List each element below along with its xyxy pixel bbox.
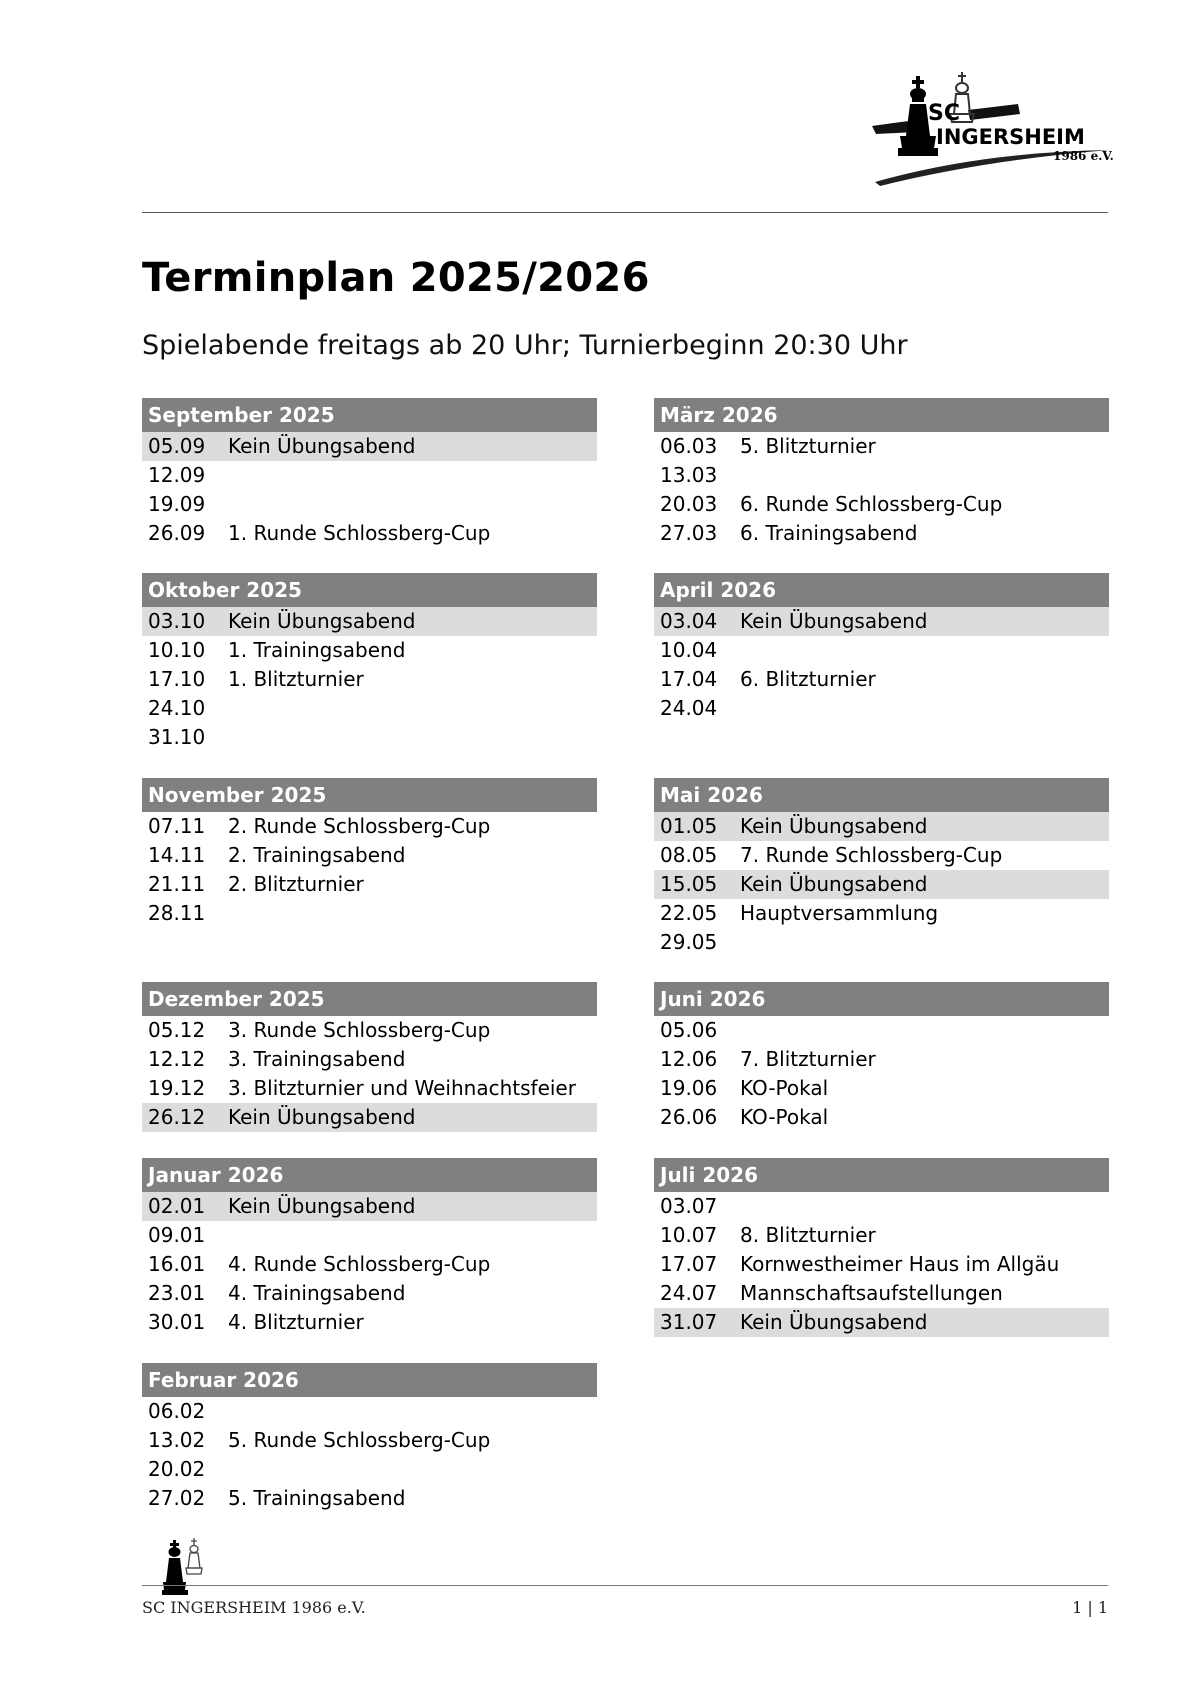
entry-date: 20.02	[148, 1457, 206, 1481]
entry-event: 3. Runde Schlossberg-Cup	[228, 1018, 491, 1042]
entry-event: Kornwestheimer Haus im Allgäu	[740, 1252, 1060, 1276]
entry-date: 31.10	[148, 725, 206, 749]
schedule-row	[142, 665, 597, 694]
entry-event: 5. Trainingsabend	[228, 1486, 406, 1510]
footer-club-name: SC INGERSHEIM 1986 e.V.	[142, 1598, 366, 1617]
entry-date: 24.04	[660, 696, 718, 720]
entry-date: 17.07	[660, 1252, 718, 1276]
entry-date: 19.06	[660, 1076, 718, 1100]
entry-event	[228, 899, 597, 928]
schedule-row	[654, 899, 1109, 928]
schedule-row	[654, 1221, 1109, 1250]
entry-date: 27.03	[660, 521, 718, 545]
entry-event	[740, 461, 1109, 490]
schedule-row	[654, 870, 1109, 899]
entry-date: 01.05	[660, 814, 718, 838]
entry-event: Mannschaftsaufstellungen	[740, 1281, 1003, 1305]
entry-date: 03.04	[660, 609, 718, 633]
entry-event: 1. Blitzturnier	[228, 667, 364, 691]
schedule-row	[142, 870, 597, 899]
entry-date: 10.10	[148, 638, 206, 662]
schedule-row	[654, 1074, 1109, 1103]
month-block-september-2025	[142, 398, 597, 548]
entry-date: 12.09	[148, 463, 206, 487]
entry-event	[228, 723, 597, 752]
entry-date: 26.09	[148, 521, 206, 545]
entry-event: 5. Blitzturnier	[740, 434, 876, 458]
entry-event: 1. Trainingsabend	[228, 638, 406, 662]
schedule-row	[654, 607, 1109, 636]
entry-date: 13.02	[148, 1428, 206, 1452]
entry-date: 29.05	[660, 930, 718, 954]
schedule-row	[142, 1045, 597, 1074]
schedule-row	[142, 899, 597, 928]
footer-chess-logo	[158, 1538, 208, 1596]
schedule-row	[654, 812, 1109, 841]
schedule-row	[142, 1192, 597, 1221]
entry-date: 17.10	[148, 667, 206, 691]
entry-event: 1. Runde Schlossberg-Cup	[228, 521, 491, 545]
entry-event: 6. Blitzturnier	[740, 667, 876, 691]
entry-event	[740, 694, 1109, 723]
entry-date: 02.01	[148, 1194, 206, 1218]
schedule-row	[654, 432, 1109, 461]
entry-event: Kein Übungsabend	[228, 1105, 416, 1129]
month-block-februar-2026	[142, 1363, 597, 1513]
month-block-juni-2026	[654, 982, 1109, 1132]
month-block-dezember-2025	[142, 982, 597, 1132]
entry-date: 10.04	[660, 638, 718, 662]
entry-event	[740, 1192, 1109, 1221]
schedule-row	[142, 519, 597, 548]
entry-date: 13.03	[660, 463, 718, 487]
header-divider	[142, 212, 1108, 213]
schedule-row	[142, 607, 597, 636]
entry-event: 3. Trainingsabend	[228, 1047, 406, 1071]
entry-event: 3. Blitzturnier und Weihnachtsfeier	[228, 1076, 576, 1100]
entry-event: 7. Blitzturnier	[740, 1047, 876, 1071]
entry-date: 06.03	[660, 434, 718, 458]
entry-event: 8. Blitzturnier	[740, 1223, 876, 1247]
month-header: Juli 2026	[654, 1158, 1109, 1192]
schedule-row	[142, 1308, 597, 1337]
month-header: Juni 2026	[654, 982, 1109, 1016]
entry-event: Kein Übungsabend	[740, 872, 928, 896]
schedule-row	[654, 1016, 1109, 1045]
month-block-juli-2026	[654, 1158, 1109, 1337]
entry-event: KO-Pokal	[740, 1076, 829, 1100]
entry-date: 12.06	[660, 1047, 718, 1071]
schedule-row	[142, 1016, 597, 1045]
schedule-row	[654, 490, 1109, 519]
entry-date: 23.01	[148, 1281, 206, 1305]
entry-date: 03.10	[148, 609, 206, 633]
schedule-row	[142, 636, 597, 665]
page-title: Terminplan 2025/2026	[142, 255, 650, 301]
schedule-row	[654, 665, 1109, 694]
entry-date: 07.11	[148, 814, 206, 838]
entry-date: 28.11	[148, 901, 206, 925]
entry-event: Kein Übungsabend	[740, 609, 928, 633]
month-header: September 2025	[142, 398, 597, 432]
entry-event: 6. Runde Schlossberg-Cup	[740, 492, 1003, 516]
month-header: Oktober 2025	[142, 573, 597, 607]
month-header: Mai 2026	[654, 778, 1109, 812]
entry-date: 27.02	[148, 1486, 206, 1510]
month-header: Februar 2026	[142, 1363, 597, 1397]
entry-date: 08.05	[660, 843, 718, 867]
entry-event	[740, 1016, 1109, 1045]
month-header: April 2026	[654, 573, 1109, 607]
month-block-maerz-2026	[654, 398, 1109, 548]
entry-event: 5. Runde Schlossberg-Cup	[228, 1428, 491, 1452]
entry-event: Hauptversammlung	[740, 901, 939, 925]
schedule-row	[654, 1192, 1109, 1221]
entry-event	[740, 636, 1109, 665]
month-header: Dezember 2025	[142, 982, 597, 1016]
schedule-row	[142, 1279, 597, 1308]
page-subtitle: Spielabende freitags ab 20 Uhr; Turnierbeginn 20:30 Uhr	[142, 330, 908, 361]
schedule-row	[654, 694, 1109, 723]
entry-event: Kein Übungsabend	[228, 609, 416, 633]
month-block-mai-2026	[654, 778, 1109, 957]
entry-event: Kein Übungsabend	[228, 1194, 416, 1218]
entry-date: 26.12	[148, 1105, 206, 1129]
entry-date: 31.07	[660, 1310, 718, 1334]
schedule-row	[654, 1045, 1109, 1074]
entry-event: 4. Blitzturnier	[228, 1310, 364, 1334]
schedule-row	[142, 1484, 597, 1513]
schedule-row	[654, 636, 1109, 665]
entry-date: 24.10	[148, 696, 206, 720]
month-block-oktober-2025	[142, 573, 597, 752]
logo-sc-text: SC	[928, 101, 960, 126]
entry-date: 26.06	[660, 1105, 718, 1129]
entry-date: 05.06	[660, 1018, 718, 1042]
schedule-row	[654, 1308, 1109, 1337]
schedule-row	[142, 1455, 597, 1484]
schedule-row	[142, 841, 597, 870]
entry-event: Kein Übungsabend	[740, 814, 928, 838]
entry-event	[228, 490, 597, 519]
schedule-row	[654, 841, 1109, 870]
schedule-row	[142, 1221, 597, 1250]
entry-event	[228, 461, 597, 490]
entry-date: 05.12	[148, 1018, 206, 1042]
entry-date: 30.01	[148, 1310, 206, 1334]
month-header: November 2025	[142, 778, 597, 812]
entry-date: 03.07	[660, 1194, 718, 1218]
schedule-row	[142, 812, 597, 841]
entry-date: 24.07	[660, 1281, 718, 1305]
schedule-row	[142, 694, 597, 723]
schedule-row	[142, 1074, 597, 1103]
entry-event	[740, 928, 1109, 957]
footer-page-number: 1 | 1	[1072, 1598, 1108, 1617]
entry-date: 05.09	[148, 434, 206, 458]
month-block-april-2026	[654, 573, 1109, 723]
entry-date: 21.11	[148, 872, 206, 896]
entry-date: 10.07	[660, 1223, 718, 1247]
schedule-row	[142, 1103, 597, 1132]
entry-event: 2. Trainingsabend	[228, 843, 406, 867]
entry-event: 4. Runde Schlossberg-Cup	[228, 1252, 491, 1276]
entry-date: 12.12	[148, 1047, 206, 1071]
entry-event: Kein Übungsabend	[228, 434, 416, 458]
entry-date: 22.05	[660, 901, 718, 925]
schedule-row	[142, 1250, 597, 1279]
entry-event	[228, 694, 597, 723]
entry-event	[228, 1455, 597, 1484]
entry-date: 15.05	[660, 872, 718, 896]
logo-name-text: INGERSHEIM	[936, 125, 1085, 149]
schedule-row	[142, 490, 597, 519]
entry-event	[228, 1221, 597, 1250]
entry-event	[228, 1397, 597, 1426]
schedule-row	[142, 1397, 597, 1426]
entry-date: 20.03	[660, 492, 718, 516]
schedule-row	[142, 432, 597, 461]
entry-event: Kein Übungsabend	[740, 1310, 928, 1334]
schedule-row	[142, 461, 597, 490]
schedule-row	[654, 1103, 1109, 1132]
entry-event: 4. Trainingsabend	[228, 1281, 406, 1305]
month-block-november-2025	[142, 778, 597, 928]
month-header: Januar 2026	[142, 1158, 597, 1192]
entry-date: 14.11	[148, 843, 206, 867]
entry-event: 2. Runde Schlossberg-Cup	[228, 814, 491, 838]
month-block-januar-2026	[142, 1158, 597, 1337]
club-logo	[870, 70, 1120, 188]
schedule-row	[654, 519, 1109, 548]
entry-date: 19.12	[148, 1076, 206, 1100]
logo-year-text: 1986 e.V.	[1053, 149, 1114, 163]
entry-date: 16.01	[148, 1252, 206, 1276]
schedule-row	[654, 461, 1109, 490]
entry-event: 7. Runde Schlossberg-Cup	[740, 843, 1003, 867]
entry-event: 6. Trainingsabend	[740, 521, 918, 545]
footer-divider	[142, 1585, 1108, 1586]
entry-date: 09.01	[148, 1223, 206, 1247]
entry-date: 19.09	[148, 492, 206, 516]
entry-date: 17.04	[660, 667, 718, 691]
schedule-row	[142, 723, 597, 752]
schedule-row	[654, 1279, 1109, 1308]
schedule-row	[142, 1426, 597, 1455]
schedule-row	[654, 928, 1109, 957]
month-header: März 2026	[654, 398, 1109, 432]
entry-date: 06.02	[148, 1399, 206, 1423]
entry-event: 2. Blitzturnier	[228, 872, 364, 896]
schedule-row	[654, 1250, 1109, 1279]
entry-event: KO-Pokal	[740, 1105, 829, 1129]
